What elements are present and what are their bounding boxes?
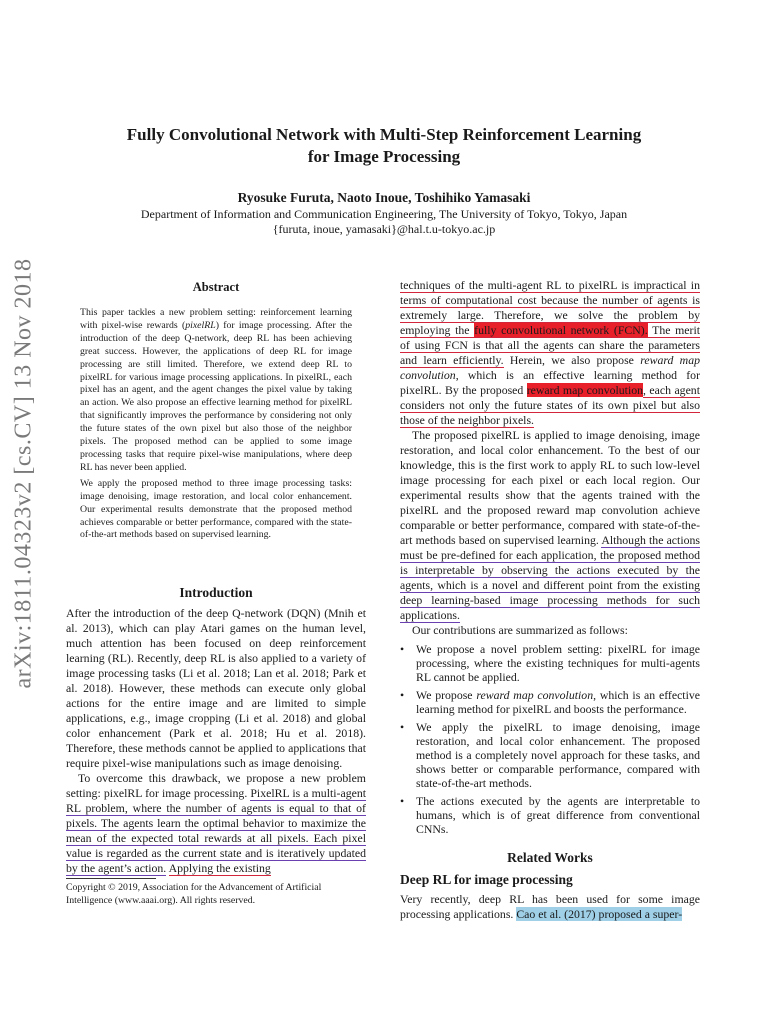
related-works-body [400, 892, 700, 922]
reward-map-highlight: reward map convolution [526, 383, 644, 397]
abstract-paragraph-2: We apply the proposed method to three image processing tasks: image denoising, image restoration, and local color enhancement. Our experimental results demonstrate that the proposed method achieves comparable or better performance, compared with the state-of-the-art methods based on supervised learning. [80, 477, 352, 541]
contributions-list [400, 642, 700, 836]
introduction-heading: Introduction [179, 585, 253, 600]
purple-annotation: PixelRL is a multi-agent RL problem, where the number of agents is equal to that of pixels. The agents learn the optimal behavior to maximize the mean of the expected total rewards at all pixels. Each pixel value is regarded as the current state and is iteratively updated by the agent’s action. [66, 786, 367, 875]
blue-highlight: Cao et al. (2017) proposed a super- [516, 907, 683, 921]
author-list: Ryosuke Furuta, Naoto Inoue, Toshihiko Yamasaki [237, 190, 531, 205]
affiliation-line: Department of Information and Communication Engineering, The University of Tokyo, Tokyo, Japan [140, 207, 628, 221]
red-annotation: Applying the existing [168, 861, 271, 875]
abstract-body [66, 307, 366, 542]
intro-paragraph-1: After the introduction of the deep Q-network (DQN) (Mnih et al. 2013), which can play Atari games on the human level, much attention has been focused on deep reinforcement learning (RL). Recently, deep RL is also applied to a variety of image processing tasks (Li et al. 2018; Lan et al. 2018; Park et al. 2018). However, these methods can execute only global actions for the entire image and are limited to simple applications, e.g., image cropping (Li et al. 2018) and global color enhancement (Park et al. 2018; Hu et al. 2018). Therefore, these methods cannot be applied to applications that require pixel-wise manipulations such as image denoising. [66, 606, 366, 770]
purple-annotation-2: Although the actions must be pre-defined for each application, the proposed method is interpretable by observing the actions executed by the agents, which is a novel and different point from the existing deep learning-based image processing methods for such applications. [400, 533, 700, 622]
footnote-rule [66, 878, 156, 879]
deep-rl-subheading: Deep RL for image processing [400, 872, 573, 887]
author-emails: {furuta, inoue, yamasaki}@hal.t.u-tokyo.ac.jp [272, 222, 496, 236]
contributions-intro: Our contributions are summarized as follows: [412, 623, 628, 637]
intro-paragraph-3: The proposed pixelRL is applied to image denoising, image restoration, and local color enhancement. To the best of our knowledge, this is the first work to apply RL to such low-level image processing for each pixel or each local region. Our experimental results show that the agents trained with the pixelRL and the proposed reward map convolution achieve comparable or better performance, compared with state-of-the-art methods based on supervised learning. Although the actions must be pre-defined for each application, the proposed method is interpretable by observing the actions executed by the agents, which is a novel and different point from the existing deep learning-based image processing methods for such applications. [400, 428, 700, 622]
contribution-item: • We apply the pixelRL to image denoising, image restoration, and local color enhancement. The proposed method is a completely novel approach for these tasks, and shows better or comparable performance, compared with state-of-the-art methods. [400, 720, 700, 790]
paper-title [60, 124, 708, 168]
fcn-highlight: fully convolutional network (FCN). [474, 323, 648, 337]
abstract-section [66, 280, 366, 545]
contribution-item: • We propose a novel problem setting: pixelRL for image processing, where the existing techniques for multi-agents RL cannot be applied. [400, 642, 700, 684]
contribution-item: • We propose reward map convolution, which is an effective learning method for pixelRL and boosts the performance. [400, 688, 700, 716]
affiliation [60, 207, 708, 237]
introduction-section [66, 585, 366, 876]
title-line-2: for Image Processing [307, 147, 461, 166]
intro-paragraph-2-continued: techniques of the multi-agent RL to pixelRL is impractical in terms of computational cost because the number of agents is extremely large. Therefore, we solve the problem by employing the fully convolutional network (FCN). The merit of using FCN is that all the agents can share the parameters and learn efficiently. Herein, we also propose reward map convolution, which is an effective learning method for pixelRL. By the proposed reward map convolution, each agent considers not only the future states of its own pixel but also those of the neighbor pixels. [400, 278, 701, 427]
contribution-item: • The actions executed by the agents are interpretable to humans, which is of great difference from conventional CNNs. [400, 794, 700, 836]
footnote-line-2: Intelligence (www.aaai.org). All rights reserved. [66, 894, 256, 906]
right-column-body [400, 278, 700, 638]
footnote-line-1: Copyright © 2019, Association for the Advancement of Artificial [66, 882, 322, 893]
right-column [400, 278, 700, 922]
abstract-heading: Abstract [192, 280, 240, 294]
arxiv-side-stamp: arXiv:1811.04323v2 [cs.CV] 13 Nov 2018 [10, 258, 37, 689]
related-paragraph-1: Very recently, deep RL has been used for some image processing applications. Cao et al. (2017) proposed a super- [400, 892, 700, 921]
intro-paragraph-2: To overcome this drawback, we propose a new problem setting: pixelRL for image processing. PixelRL is a multi-agent RL problem, where the number of agents is equal to that of pixels. The agents learn the optimal behavior to maximize the mean of the expected total rewards at all pixels. Each pixel value is regarded as the current state and is iteratively updated by the agent’s action. Applying the existing [66, 771, 367, 875]
related-works-heading: Related Works [507, 850, 593, 865]
title-line-1: Fully Convolutional Network with Multi-Step Reinforcement Learning [126, 125, 642, 144]
copyright-footnote [66, 882, 366, 907]
introduction-body [66, 606, 366, 876]
abstract-paragraph-1: This paper tackles a new problem setting: reinforcement learning with pixel-wise rewards (pixelRL) for image processing. After the introduction of the deep Q-network, deep RL has been achieving great success. However, the applications of deep RL for image processing are still limited. Therefore, we extend deep RL to pixelRL for various image processing applications. In pixelRL, each pixel has an agent, and the agent changes the pixel value by taking an action. We also propose an effective learning method for pixelRL that significantly improves the performance by considering not only the future states of the own pixel but also those of the neighbor pixels. The proposed method can be applied to some image processing tasks that require pixel-wise manipulations, where deep RL has never been applied. [80, 307, 352, 473]
